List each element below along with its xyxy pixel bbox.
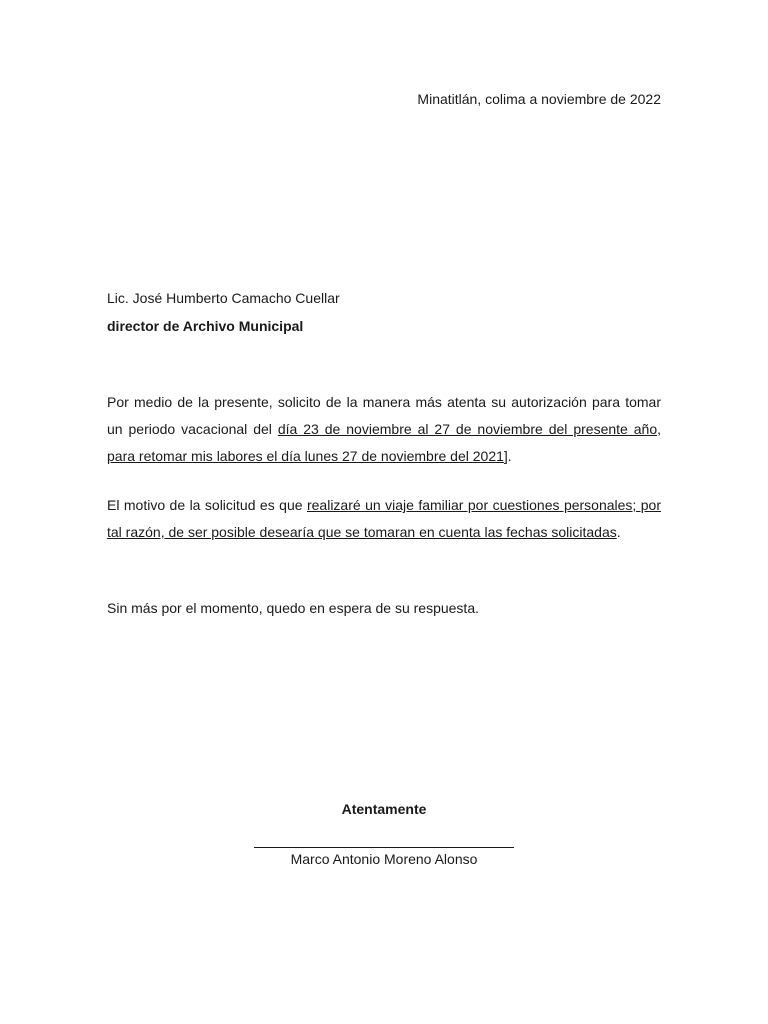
recipient-name: Lic. José Humberto Camacho Cuellar xyxy=(107,290,340,306)
paragraph-closing-remark: Sin más por el momento, quedo en espera de su respuesta. xyxy=(107,600,479,616)
closing-salutation: Atentamente xyxy=(341,801,427,817)
paragraph-reason-tail: . xyxy=(616,524,621,540)
paragraph-request xyxy=(107,389,661,470)
signer-name: Marco Antonio Moreno Alonso xyxy=(290,851,478,867)
place-date: Minatitlán, colima a noviembre de 2022 xyxy=(417,91,661,107)
paragraph-request-intro: Por medio de la presente, solicito de la manera más atenta su autorización para tomar un periodo vacacional del xyxy=(107,394,661,437)
paragraph-reason-detail: realizaré un viaje familiar por cuestiones personales; por tal razón, de ser posible desearía que se tomaran en cuenta las fechas solicitadas xyxy=(107,497,661,540)
signature-line xyxy=(254,847,514,848)
paragraph-request-dates: día 23 de noviembre al 27 de noviembre del presente año, para retomar mis labores el día lunes 27 de noviembre del 2021 xyxy=(107,421,662,464)
recipient-title: director de Archivo Municipal xyxy=(107,318,304,334)
paragraph-reason-intro: El motivo de la solicitud es que xyxy=(107,497,307,513)
paragraph-reason xyxy=(107,492,661,546)
paragraph-request-tail: ]. xyxy=(503,448,512,464)
